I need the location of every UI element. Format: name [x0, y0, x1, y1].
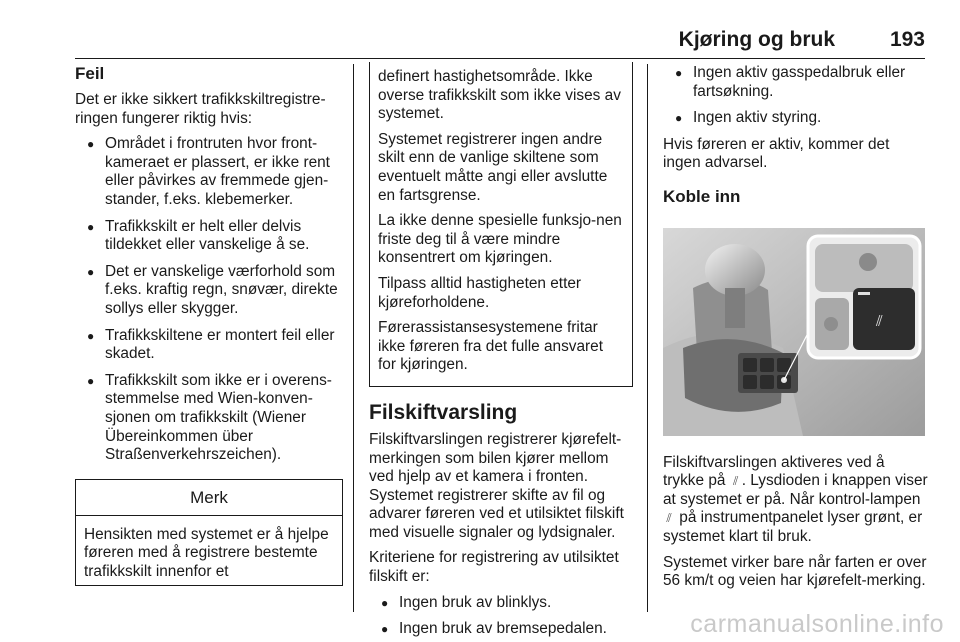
column-2: [369, 64, 636, 642]
list-item: ● Ingen aktiv styring.: [663, 109, 928, 128]
list-item: ● Ingen bruk av bremsepedalen.: [369, 620, 636, 639]
paragraph: Filskiftvarslingen aktiveres ved å trykke på ⫽ . Lysdioden i knappen viser at systemet er på. Når kontrol-lampen ⫽ på instrumentpanelet lyser grønt, er systemet klart til bruk.: [663, 453, 928, 545]
paragraph: Filskiftvarslingen registrerer kjørefelt-merkingen som bilen kjører mellom ved hjelp av et kamera i fronten. Systemet registrerer skifte av fil og advarer føreren ved et utilsiktet filskift med visuelle signaler og lydsignaler.: [369, 430, 624, 541]
header-rule: [75, 58, 925, 59]
note-body: Hensikten med systemet er å hjelpe føreren med å registrere bestemte trafikkskilt innenfor et: [84, 525, 329, 580]
svg-text:⫽: ⫽: [876, 311, 883, 330]
paragraph: Hvis føreren er aktiv, kommer det ingen advarsel.: [663, 135, 890, 172]
page-header: [75, 28, 925, 56]
lane-departure-icon: ⫽: [733, 474, 739, 489]
intro-text: Det er ikke sikkert trafikkskiltregistre-ringen fungerer riktig hvis:: [75, 91, 326, 127]
column-divider: [647, 64, 648, 612]
list-item: ● Ingen aktiv gasspedalbruk eller fartsøkning.: [663, 64, 928, 101]
column-3: [663, 64, 928, 598]
list-item: ● Trafikkskilt er helt eller delvis tildekket eller vanskelige å se.: [75, 218, 343, 255]
heading-filskiftvarsling: Filskiftvarsling: [369, 400, 518, 424]
paragraph: Kriteriene for registrering av utilsiktet filskift er:: [369, 549, 619, 586]
note-paragraph: definert hastighetsområde. Ikke overse trafikkskilt som ikke vises av systemet.: [378, 68, 621, 123]
note-paragraph: Systemet registrerer ingen andre skilt enn de vanlige skiltene som eventuelt måtte angi eller avslutte en fartsgrense.: [378, 130, 608, 204]
note-paragraph: Førerassistansesystemene fritar ikke føreren fra det fulle ansvaret for kjøringen.: [378, 319, 603, 374]
note-paragraph: Tilpass alltid hastigheten etter kjøreforholdene.: [378, 274, 582, 311]
watermark: carmanualsonline.info: [690, 610, 944, 638]
console-photo: [663, 228, 925, 436]
paragraph: Systemet virker bare når farten er over 56 km/t og veien har kjørefelt-merking.: [663, 553, 927, 590]
bullet-list: [663, 64, 928, 128]
note-box-continued: [369, 62, 633, 387]
list-item: ● Ingen bruk av blinklys.: [369, 594, 636, 613]
note-box: [75, 479, 343, 587]
heading-feil: Feil: [75, 64, 105, 83]
column-divider: [353, 64, 354, 612]
column-1: [75, 64, 343, 586]
bullet-list: [369, 594, 636, 639]
lane-departure-icon: ⫽: [666, 511, 672, 526]
heading-koble-inn: Koble inn: [663, 186, 741, 206]
note-paragraph: La ikke denne spesielle funksjo-nen friste deg til å være mindre konsentrert om kjøringen.: [378, 212, 622, 267]
list-item: ● Det er vanskelige værforhold som f.eks. kraftig regn, snøvær, direkte sollys eller skygger.: [75, 263, 343, 319]
list-item: ● Området i frontruten hvor front-kameraet er plassert, er ikke rent eller påvirkes av fremmede gjen-stander, f.eks. klebemerker.: [75, 135, 343, 209]
page-number: 193: [889, 28, 925, 51]
note-title: Merk: [76, 480, 342, 516]
list-item: ● Trafikkskilt som ikke er i overens-stemmelse med Wien-konven-sjonen om trafikkskilt (Wiener Übereinkommen über Straßenverkehrszeichen).: [75, 372, 343, 465]
bullet-list: [75, 135, 343, 465]
list-item: ● Trafikkskiltene er montert feil eller skadet.: [75, 327, 343, 364]
section-title: Kjøring og bruk: [678, 28, 835, 51]
